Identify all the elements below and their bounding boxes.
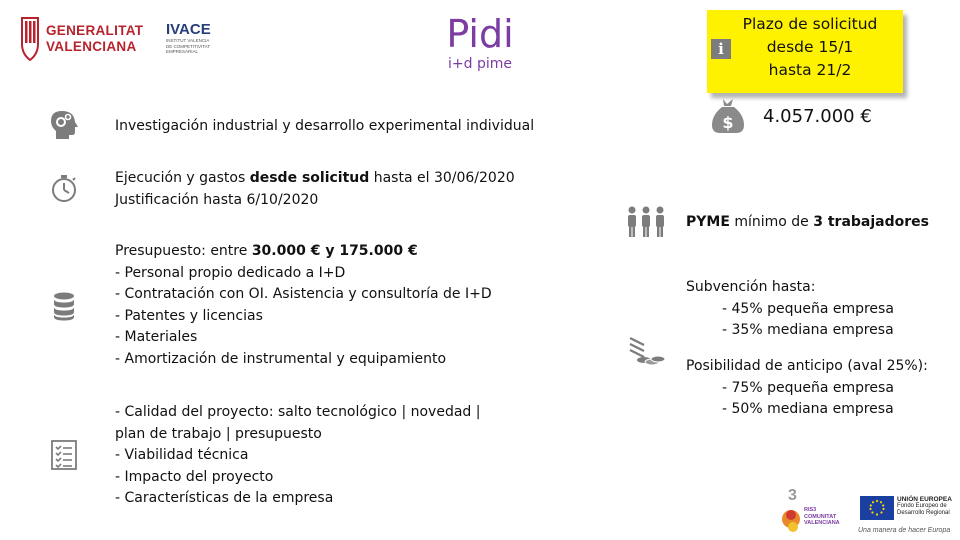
exec-a: Ejecución y gastos bbox=[115, 170, 250, 186]
pyme-a: PYME bbox=[686, 214, 730, 230]
database-icon bbox=[48, 290, 80, 322]
eu-motto: Una manera de hacer Europa bbox=[858, 527, 951, 534]
eu-text bbox=[897, 496, 959, 517]
list-item: - Personal propio dedicado a I+D bbox=[115, 264, 346, 281]
budget-amount: 4.057.000 € bbox=[763, 106, 872, 127]
deadline-line1: Plazo de solicitud bbox=[742, 15, 878, 33]
ris3-l1: RIS3 bbox=[804, 507, 817, 513]
eu-l1: UNIÓN EUROPEA bbox=[897, 496, 952, 503]
list-item: - 45% pequeña empresa bbox=[722, 300, 894, 317]
subsidy-block bbox=[686, 277, 894, 342]
justification-line: Justificación hasta 6/10/2020 bbox=[115, 191, 319, 208]
ris3-l3: VALENCIANA bbox=[804, 520, 840, 526]
people-group-icon bbox=[626, 204, 666, 240]
program-title: Investigación industrial y desarrollo experimental individual bbox=[115, 118, 535, 134]
execution-block bbox=[115, 168, 515, 211]
eu-l3: Desarrollo Regional bbox=[897, 510, 950, 516]
list-item: - Materiales bbox=[115, 329, 198, 345]
pidi-subtitle: i+d pime bbox=[448, 56, 512, 72]
criteria-block bbox=[115, 402, 480, 510]
list-item: - 75% pequeña empresa bbox=[722, 379, 894, 396]
exec-b: desde solicitud bbox=[249, 170, 370, 186]
budget-a: Presupuesto: entre bbox=[115, 243, 252, 259]
generalitat-valenciana-logo bbox=[20, 14, 150, 64]
list-item: - Calidad del proyecto: salto tecnológico | novedad | bbox=[115, 404, 481, 420]
exec-c: hasta el 30/06/2020 bbox=[369, 170, 515, 186]
list-item: - Patentes y licencias bbox=[115, 307, 263, 324]
ris3-text bbox=[804, 507, 840, 527]
svg-text:$: $ bbox=[722, 113, 734, 132]
budget-block bbox=[115, 241, 492, 370]
list-item: - 35% mediana empresa bbox=[722, 322, 894, 338]
pidi-title: Pidi bbox=[446, 12, 514, 56]
ivace-logo bbox=[166, 22, 228, 60]
ivace-sub1: INSTITUT VALENCIA bbox=[166, 38, 210, 43]
budget-b: 30.000 € y 175.000 € bbox=[251, 243, 418, 259]
list-item: - Amortización de instrumental y equipamiento bbox=[115, 350, 447, 367]
head-gears-icon bbox=[48, 108, 80, 140]
eu-flag-icon bbox=[860, 496, 894, 520]
list-item: plan de trabajo | presupuesto bbox=[115, 425, 322, 442]
gva-line2: VALENCIANA bbox=[46, 39, 137, 54]
list-item: - Impacto del proyecto bbox=[115, 468, 274, 485]
pyme-line bbox=[686, 212, 929, 234]
advance-title: Posibilidad de anticipo (aval 25%): bbox=[686, 358, 928, 374]
deadline-line2: desde 15/1 bbox=[766, 38, 854, 56]
ivace-title: IVACE bbox=[166, 21, 211, 38]
stopwatch-icon bbox=[48, 172, 80, 204]
list-item: - 50% mediana empresa bbox=[722, 401, 894, 417]
checklist-icon bbox=[48, 439, 80, 471]
ris3-number: 3 bbox=[788, 487, 797, 504]
pyme-c: 3 trabajadores bbox=[813, 214, 929, 230]
list-item: - Contratación con OI. Asistencia y consultoría de I+D bbox=[115, 286, 492, 302]
pyme-b: mínimo de bbox=[729, 214, 814, 230]
money-bag-icon bbox=[712, 97, 744, 133]
pidi-logo bbox=[440, 14, 520, 72]
ris3-logo bbox=[780, 487, 840, 537]
deadline-line3: hasta 21/2 bbox=[768, 61, 852, 79]
ris3-l2: COMUNITAT bbox=[804, 513, 837, 520]
ivace-sub2: DE COMPETITIVITAT EMPRESARIAL bbox=[166, 43, 211, 54]
list-item: - Viabilidad técnica bbox=[115, 447, 249, 463]
gva-line1: GENERALITAT bbox=[46, 23, 144, 38]
eu-l2: Fondo Europeo de bbox=[897, 503, 947, 509]
gva-shield-icon bbox=[20, 16, 40, 62]
subsidy-title: Subvención hasta: bbox=[686, 279, 816, 295]
coins-icon bbox=[626, 332, 666, 368]
list-item: - Características de la empresa bbox=[115, 490, 334, 506]
advance-block bbox=[686, 356, 928, 421]
deadline-text bbox=[720, 13, 900, 82]
info-icon: i bbox=[711, 39, 731, 59]
